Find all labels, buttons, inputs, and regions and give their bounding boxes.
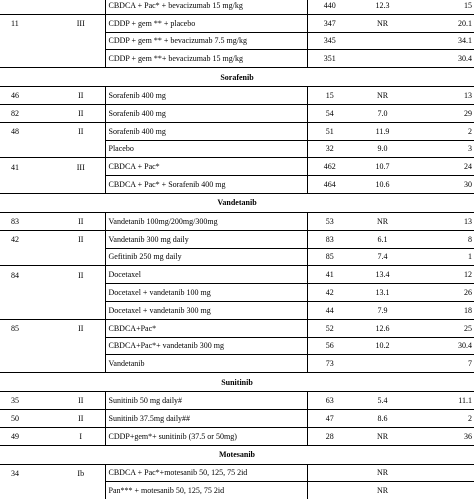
survival-cell: 20.1 xyxy=(413,14,474,32)
phase-cell xyxy=(57,50,105,68)
patients-cell: 351 xyxy=(307,50,352,68)
table-row xyxy=(0,50,474,68)
response-cell xyxy=(352,32,413,50)
patients-cell: 85 xyxy=(307,248,352,266)
section-header-row xyxy=(0,373,474,392)
survival-cell: 2 xyxy=(413,409,474,427)
phase-cell: II xyxy=(57,409,105,427)
survival-cell: 8 xyxy=(413,230,474,248)
ref-cell: 83 xyxy=(0,212,57,230)
patients-cell: 47 xyxy=(307,409,352,427)
response-cell: NR xyxy=(352,427,413,445)
survival-cell: 30.4 xyxy=(413,50,474,68)
response-cell xyxy=(352,355,413,373)
ref-cell xyxy=(0,284,57,302)
survival-cell: 7 xyxy=(413,355,474,373)
survival-cell: 18 xyxy=(413,301,474,319)
ref-cell xyxy=(0,32,57,50)
survival-cell: 34.1 xyxy=(413,32,474,50)
phase-cell: III xyxy=(57,14,105,32)
patients-cell: 347 xyxy=(307,14,352,32)
ref-cell xyxy=(0,0,57,14)
response-cell: NR xyxy=(352,212,413,230)
survival-cell: 15 xyxy=(413,0,474,14)
survival-cell: 2 xyxy=(413,122,474,140)
table-row xyxy=(0,392,474,410)
patients-cell: 464 xyxy=(307,176,352,194)
patients-cell xyxy=(307,464,352,482)
response-cell: 5.4 xyxy=(352,392,413,410)
table-row xyxy=(0,0,474,14)
survival-cell: 1 xyxy=(413,248,474,266)
survival-cell: 26 xyxy=(413,284,474,302)
treatment-cell: Vandetanib xyxy=(105,355,307,373)
patients-cell: 15 xyxy=(307,87,352,105)
ref-cell: 82 xyxy=(0,104,57,122)
treatment-cell: CDDP+gem*+ sunitinib (37.5 or 50mg) xyxy=(105,427,307,445)
table-row xyxy=(0,212,474,230)
patients-cell: 32 xyxy=(307,140,352,158)
treatment-cell: Pan*** + motesanib 50, 125, 75 2id xyxy=(105,482,307,499)
survival-cell: 24 xyxy=(413,158,474,176)
response-cell: NR xyxy=(352,87,413,105)
table-row xyxy=(0,140,474,158)
ref-cell xyxy=(0,482,57,499)
patients-cell: 54 xyxy=(307,104,352,122)
phase-cell: II xyxy=(57,266,105,284)
patients-cell: 462 xyxy=(307,158,352,176)
survival-cell: 30.4 xyxy=(413,337,474,355)
survival-cell: 29 xyxy=(413,104,474,122)
patients-cell: 73 xyxy=(307,355,352,373)
phase-cell: II xyxy=(57,392,105,410)
treatment-cell: CBDCA+Pac* xyxy=(105,319,307,337)
ref-cell: 49 xyxy=(0,427,57,445)
response-cell: 11.9 xyxy=(352,122,413,140)
patients-cell: 345 xyxy=(307,32,352,50)
ref-cell: 50 xyxy=(0,409,57,427)
ref-cell: 84 xyxy=(0,266,57,284)
table-row xyxy=(0,301,474,319)
patients-cell: 52 xyxy=(307,319,352,337)
treatment-cell: CBDCA + Pac* xyxy=(105,158,307,176)
phase-cell: II xyxy=(57,319,105,337)
ref-cell: 85 xyxy=(0,319,57,337)
phase-cell xyxy=(57,301,105,319)
section-header-row xyxy=(0,445,474,464)
table-row xyxy=(0,104,474,122)
response-cell: 7.9 xyxy=(352,301,413,319)
treatment-cell: Sunitinib 50 mg daily# xyxy=(105,392,307,410)
response-cell: 7.0 xyxy=(352,104,413,122)
phase-cell xyxy=(57,248,105,266)
treatment-cell: CDDP + gem ** + bevacizumab 7.5 mg/kg xyxy=(105,32,307,50)
table-row xyxy=(0,427,474,445)
treatment-cell: Sunitinib 37.5mg daily## xyxy=(105,409,307,427)
response-cell: 8.6 xyxy=(352,409,413,427)
survival-cell xyxy=(413,464,474,482)
treatment-cell: CBDCA + Pac* + bevacizumab 15 mg/kg xyxy=(105,0,307,14)
treatment-cell: CBDCA + Pac*+motesanib 50, 125, 75 2id xyxy=(105,464,307,482)
treatment-cell: CBDCA + Pac* + Sorafenib 400 mg xyxy=(105,176,307,194)
table-row xyxy=(0,176,474,194)
ref-cell xyxy=(0,248,57,266)
table-row xyxy=(0,122,474,140)
patients-cell xyxy=(307,482,352,499)
response-cell: 6.1 xyxy=(352,230,413,248)
table-row xyxy=(0,14,474,32)
treatment-cell: Sorafenib 400 mg xyxy=(105,87,307,105)
response-cell: 12.3 xyxy=(352,0,413,14)
phase-cell xyxy=(57,0,105,14)
table-row xyxy=(0,319,474,337)
treatment-cell: Docetaxel + vandetanib 100 mg xyxy=(105,284,307,302)
treatment-cell: CBDCA+Pac*+ vandetanib 300 mg xyxy=(105,337,307,355)
treatment-cell: Vandetanib 100mg/200mg/300mg xyxy=(105,212,307,230)
table-row xyxy=(0,355,474,373)
treatment-cell: CDDP + gem **+ bevacizumab 15 mg/kg xyxy=(105,50,307,68)
response-cell: NR xyxy=(352,482,413,499)
survival-cell: 13 xyxy=(413,212,474,230)
phase-cell: II xyxy=(57,122,105,140)
response-cell: 9.0 xyxy=(352,140,413,158)
table-row xyxy=(0,230,474,248)
phase-cell xyxy=(57,337,105,355)
ref-cell xyxy=(0,176,57,194)
response-cell: 10.7 xyxy=(352,158,413,176)
ref-cell: 48 xyxy=(0,122,57,140)
patients-cell: 42 xyxy=(307,284,352,302)
survival-cell: 25 xyxy=(413,319,474,337)
phase-cell: III xyxy=(57,158,105,176)
section-header-row xyxy=(0,68,474,87)
survival-cell: 11.1 xyxy=(413,392,474,410)
table-row xyxy=(0,464,474,482)
survival-cell: 13 xyxy=(413,87,474,105)
response-cell: 13.1 xyxy=(352,284,413,302)
table-row xyxy=(0,266,474,284)
phase-cell: II xyxy=(57,87,105,105)
treatment-cell: CDDP + gem ** + placebo xyxy=(105,14,307,32)
survival-cell: 36 xyxy=(413,427,474,445)
treatment-cell: Sorafenib 400 mg xyxy=(105,104,307,122)
patients-cell: 63 xyxy=(307,392,352,410)
patients-cell: 56 xyxy=(307,337,352,355)
ref-cell: 11 xyxy=(0,14,57,32)
patients-cell: 440 xyxy=(307,0,352,14)
survival-cell xyxy=(413,482,474,499)
ref-cell: 41 xyxy=(0,158,57,176)
table-row xyxy=(0,158,474,176)
ref-cell: 35 xyxy=(0,392,57,410)
table-row xyxy=(0,409,474,427)
ref-cell xyxy=(0,50,57,68)
ref-cell: 42 xyxy=(0,230,57,248)
phase-cell: II xyxy=(57,104,105,122)
table-row xyxy=(0,284,474,302)
treatment-cell: Placebo xyxy=(105,140,307,158)
ref-cell xyxy=(0,301,57,319)
patients-cell: 44 xyxy=(307,301,352,319)
treatment-cell: Gefitinib 250 mg daily xyxy=(105,248,307,266)
response-cell xyxy=(352,50,413,68)
phase-cell: Ib xyxy=(57,464,105,482)
phase-cell xyxy=(57,140,105,158)
response-cell: 7.4 xyxy=(352,248,413,266)
section-title: Sorafenib xyxy=(0,68,474,87)
response-cell: NR xyxy=(352,464,413,482)
response-cell: NR xyxy=(352,14,413,32)
patients-cell: 41 xyxy=(307,266,352,284)
table-row xyxy=(0,482,474,499)
response-cell: 10.2 xyxy=(352,337,413,355)
phase-cell xyxy=(57,284,105,302)
phase-cell: I xyxy=(57,427,105,445)
ref-cell: 34 xyxy=(0,464,57,482)
phase-cell xyxy=(57,32,105,50)
ref-cell xyxy=(0,337,57,355)
response-cell: 13.4 xyxy=(352,266,413,284)
treatment-cell: Docetaxel + vandetanib 300 mg xyxy=(105,301,307,319)
patients-cell: 28 xyxy=(307,427,352,445)
section-title: Sunitinib xyxy=(0,373,474,392)
treatment-cell: Vandetanib 300 mg daily xyxy=(105,230,307,248)
phase-cell xyxy=(57,176,105,194)
phase-cell xyxy=(57,355,105,373)
section-title: Motesanib xyxy=(0,445,474,464)
table-row xyxy=(0,87,474,105)
table-row xyxy=(0,248,474,266)
response-cell: 12.6 xyxy=(352,319,413,337)
phase-cell: II xyxy=(57,230,105,248)
ref-cell xyxy=(0,140,57,158)
treatment-cell: Sorafenib 400 mg xyxy=(105,122,307,140)
ref-cell: 46 xyxy=(0,87,57,105)
section-header-row xyxy=(0,193,474,212)
phase-cell: II xyxy=(57,212,105,230)
phase-cell xyxy=(57,482,105,499)
survival-cell: 3 xyxy=(413,140,474,158)
patients-cell: 83 xyxy=(307,230,352,248)
survival-cell: 30 xyxy=(413,176,474,194)
table-row xyxy=(0,337,474,355)
patients-cell: 53 xyxy=(307,212,352,230)
treatment-cell: Docetaxel xyxy=(105,266,307,284)
section-title: Vandetanib xyxy=(0,193,474,212)
response-cell: 10.6 xyxy=(352,176,413,194)
table-row xyxy=(0,32,474,50)
survival-cell: 12 xyxy=(413,266,474,284)
patients-cell: 51 xyxy=(307,122,352,140)
ref-cell xyxy=(0,355,57,373)
